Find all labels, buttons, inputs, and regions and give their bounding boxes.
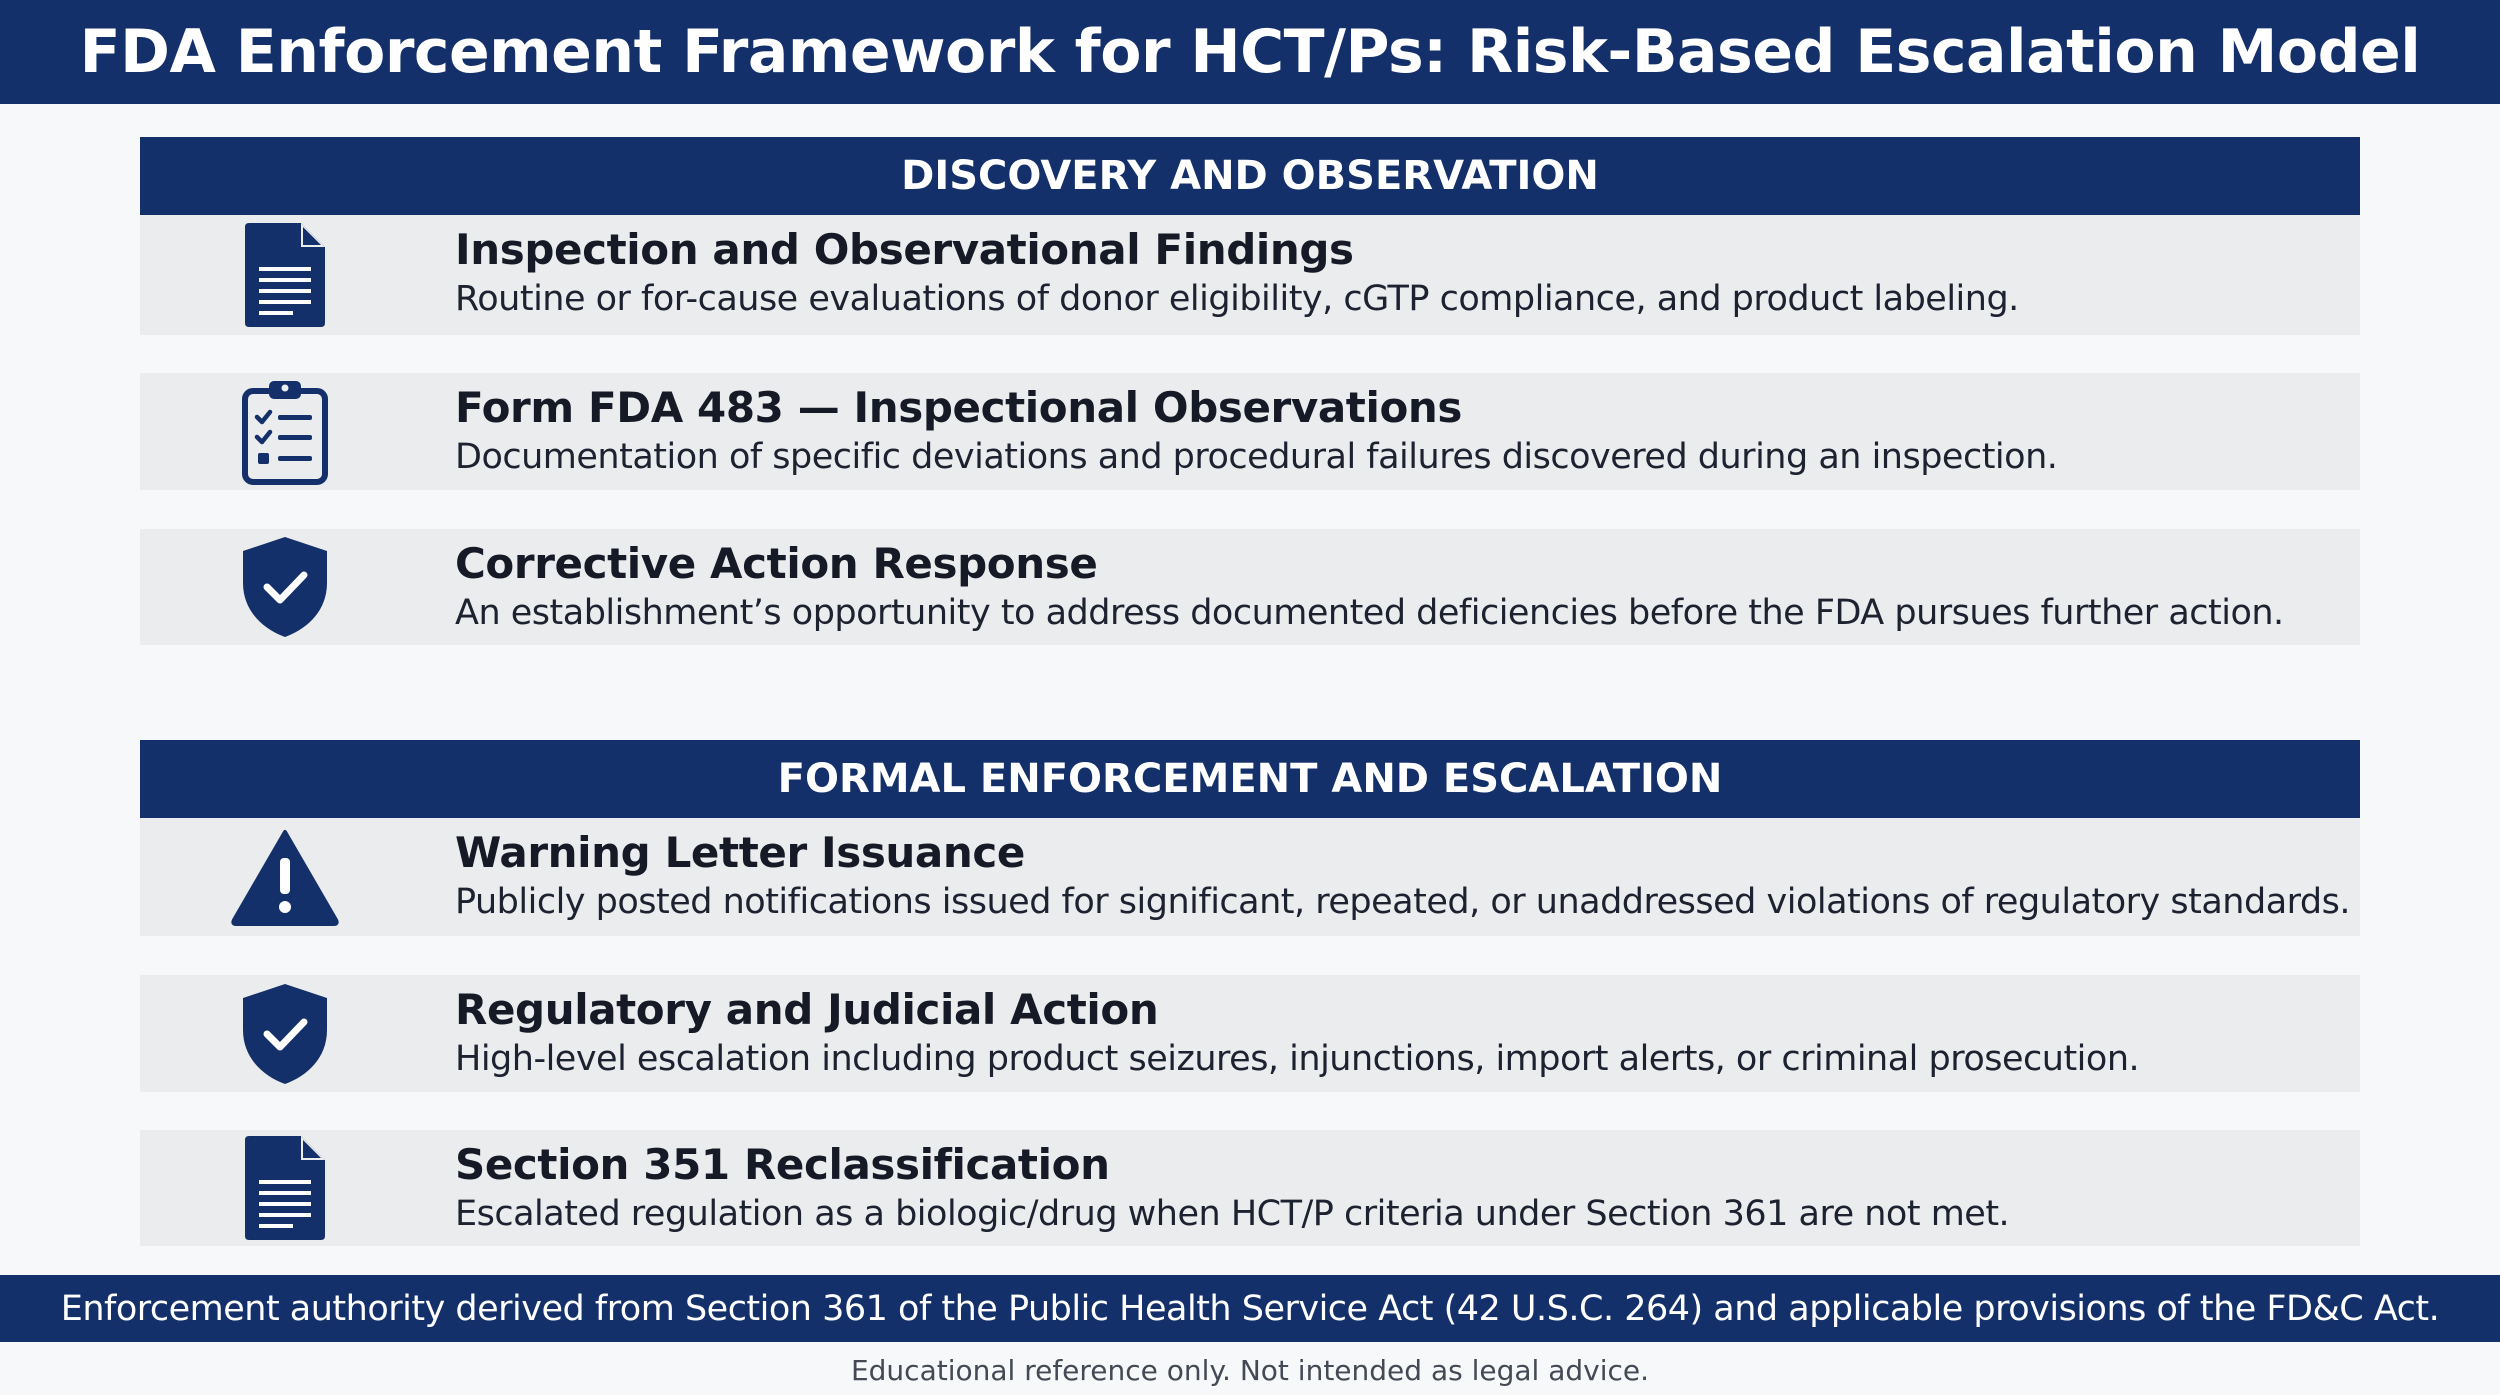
item-title: Warning Letter Issuance: [455, 828, 1025, 877]
document-icon: [140, 215, 430, 335]
item-description: Routine or for-cause evaluations of donor eligibility, cGTP compliance, and product labeling.: [455, 279, 2019, 319]
item-title: Corrective Action Response: [455, 539, 1098, 588]
item-description: An establishment’s opportunity to address documented deficiencies before the FDA pursues further action.: [455, 593, 2284, 633]
clipboard-checklist-icon: [140, 373, 430, 490]
item-title: Form FDA 483 — Inspectional Observations: [455, 383, 1463, 432]
title-bar: [0, 0, 2500, 104]
footer-authority-note: Enforcement authority derived from Section 361 of the Public Health Service Act (42 U.S.C. 264) and applicable provisions of the FD&C Act.: [0, 1275, 2500, 1342]
item-description: Escalated regulation as a biologic/drug when HCT/P criteria under Section 361 are not met.: [455, 1194, 2010, 1234]
item-title: Inspection and Observational Findings: [455, 225, 1354, 274]
item-title: Section 351 Reclassification: [455, 1140, 1110, 1189]
disclaimer: Educational reference only. Not intended as legal advice.: [850, 1353, 1650, 1387]
section-header-discovery: DISCOVERY AND OBSERVATION: [140, 137, 2360, 215]
list-item-form-483: [140, 373, 2360, 490]
document-icon: [140, 1130, 430, 1246]
list-item-regulatory-judicial: [140, 975, 2360, 1092]
item-description: Documentation of specific deviations and procedural failures discovered during an inspection.: [455, 437, 2058, 477]
item-title: Regulatory and Judicial Action: [455, 985, 1159, 1034]
item-description: Publicly posted notifications issued for significant, repeated, or unaddressed violations of regulatory standards.: [455, 882, 2351, 922]
list-item-inspection-findings: [140, 215, 2360, 335]
list-item-corrective-action: [140, 529, 2360, 645]
shield-check-icon: [140, 529, 430, 645]
warning-triangle-icon: [140, 818, 430, 936]
list-item-section-351: [140, 1130, 2360, 1246]
shield-check-icon: [140, 975, 430, 1092]
section-header-enforcement: FORMAL ENFORCEMENT AND ESCALATION: [140, 740, 2360, 818]
page-title: FDA Enforcement Framework for HCT/Ps: Risk-Based Escalation Model: [79, 17, 2421, 87]
item-description: High-level escalation including product seizures, injunctions, import alerts, or criminal prosecution.: [455, 1039, 2140, 1079]
list-item-warning-letter: [140, 818, 2360, 936]
